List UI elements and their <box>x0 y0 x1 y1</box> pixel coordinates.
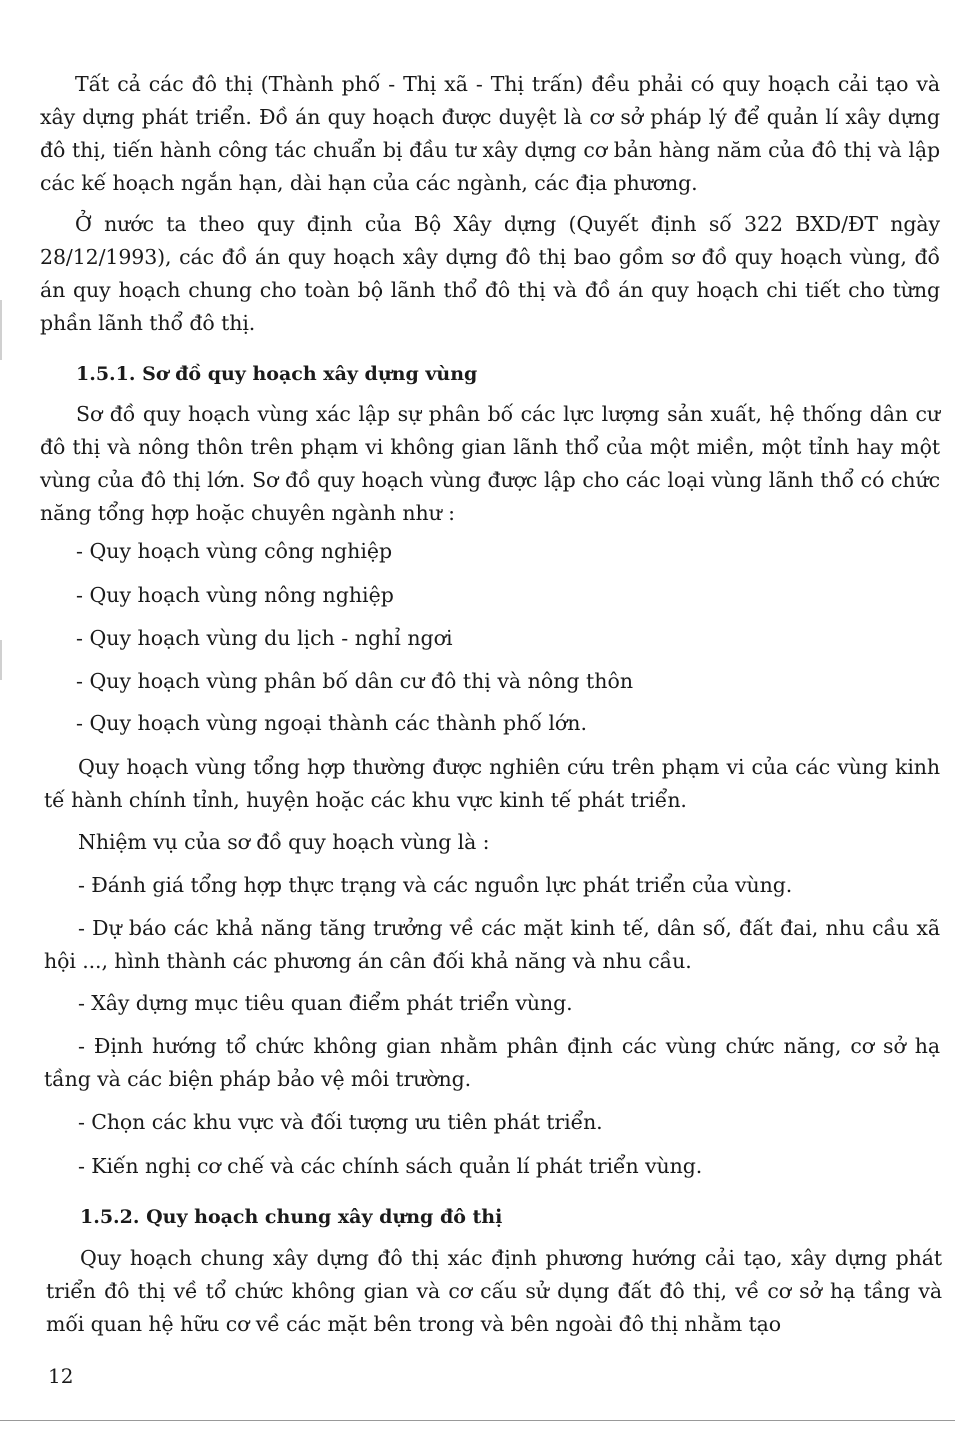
page-number: 12 <box>48 1364 74 1388</box>
task-item: - Đánh giá tổng hợp thực trạng và các nguồn lực phát triển của vùng. <box>78 873 793 897</box>
paragraph-tasks-intro: Nhiệm vụ của sơ đồ quy hoạch vùng là : <box>78 830 490 854</box>
list-item: - Quy hoạch vùng nông nghiệp <box>76 583 394 607</box>
task-item: - Chọn các khu vực và đối tượng ưu tiên phát triển. <box>78 1110 603 1134</box>
paragraph-regulation: Ở nước ta theo quy định của Bộ Xây dựng (Quyết định số 322 BXD/ĐT ngày 28/12/1993), các đồ án quy hoạch xây dựng đô thị bao gồm sơ đồ quy hoạch vùng, đồ án quy hoạch chung cho toàn bộ lãnh thổ đô thị và đồ án quy hoạch chi tiết cho từng phần lãnh thổ đô thị. <box>40 212 940 335</box>
list-item: - Quy hoạch vùng công nghiệp <box>76 539 393 563</box>
paragraph-regional-plan: Sơ đồ quy hoạch vùng xác lập sự phân bố các lực lượng sản xuất, hệ thống dân cư đô thị và nông thôn trên phạm vi không gian lãnh thổ của một miền, một tỉnh hay một vùng của đô thị lớn. Sơ đồ quy hoạch vùng được lập cho các loại vùng lãnh thổ có chức năng tổng hợp hoặc chuyên ngành như : <box>40 402 940 525</box>
task-item: - Định hướng tổ chức không gian nhằm phân định các vùng chức năng, cơ sở hạ tầng và các biện pháp bảo vệ môi trường. <box>44 1034 940 1091</box>
task-item: - Dự báo các khả năng tăng trưởng về các mặt kinh tế, dân số, đất đai, nhu cầu xã hội ..., hình thành các phương án cân đối khả năng và nhu cầu. <box>44 916 940 973</box>
list-item: - Quy hoạch vùng ngoại thành các thành phố lớn. <box>76 711 587 735</box>
list-item: - Quy hoạch vùng du lịch - nghỉ ngơi <box>76 626 453 650</box>
list-item: - Quy hoạch vùng phân bố dân cư đô thị và nông thôn <box>76 669 634 693</box>
paragraph-general-plan: Quy hoạch chung xây dựng đô thị xác định phương hướng cải tạo, xây dựng phát triển đô thị về tổ chức không gian và cơ cấu sử dụng đất đô thị, về cơ sở hạ tầng và mối quan hệ hữu cơ về các mặt bên trong và bên ngoài đô thị nhằm tạo <box>46 1246 942 1336</box>
task-item: - Kiến nghị cơ chế và các chính sách quản lí phát triển vùng. <box>78 1154 703 1178</box>
task-item: - Xây dựng mục tiêu quan điểm phát triển vùng. <box>78 991 573 1015</box>
scan-edge-mark <box>0 300 2 360</box>
paragraph-general-region: Quy hoạch vùng tổng hợp thường được nghiên cứu trên phạm vi của các vùng kinh tế hành chính tỉnh, huyện hoặc các khu vực kinh tế phát triển. <box>44 755 940 812</box>
paragraph-intro: Tất cả các đô thị (Thành phố - Thị xã - Thị trấn) đều phải có quy hoạch cải tạo và xây dựng phát triển. Đồ án quy hoạch được duyệt là cơ sở pháp lý để quản lí xây dựng đô thị, tiến hành công tác chuẩn bị đầu tư xây dựng cơ bản hàng năm của đô thị và lập các kế hoạch ngắn hạn, dài hạn của các ngành, các địa phương. <box>40 72 940 195</box>
section-heading-1-5-2: 1.5.2. Quy hoạch chung xây dựng đô thị <box>80 1206 503 1228</box>
bottom-rule <box>0 1420 955 1421</box>
section-heading-1-5-1: 1.5.1. Sơ đồ quy hoạch xây dựng vùng <box>76 363 478 385</box>
scan-edge-mark <box>0 640 2 680</box>
